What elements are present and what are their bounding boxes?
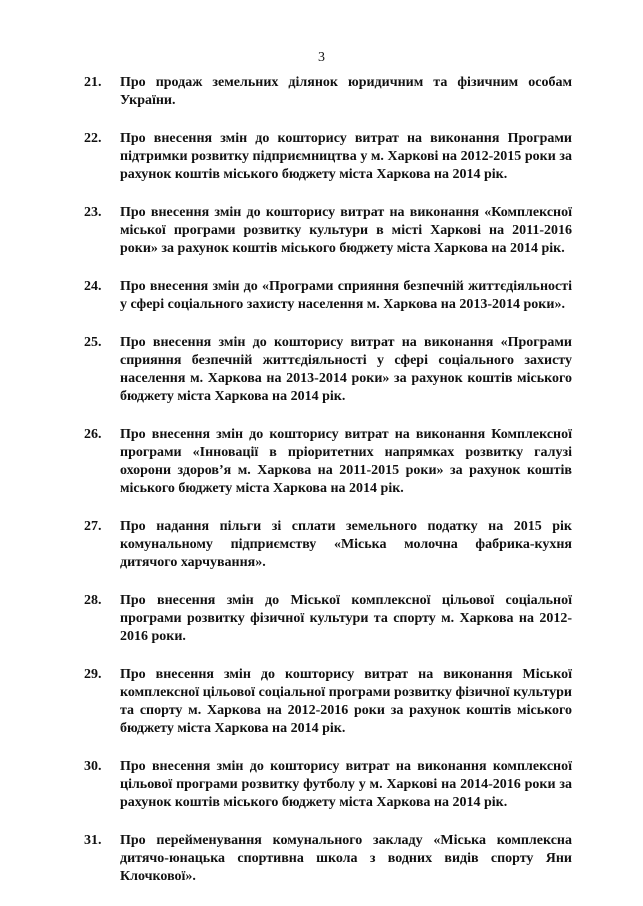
agenda-item — [84, 592, 572, 646]
item-number: 31. — [84, 833, 102, 848]
item-number: 22. — [84, 131, 102, 146]
agenda-item — [84, 832, 572, 886]
agenda-item — [84, 426, 572, 498]
item-text: Про внесення змін до кошторису витрат на виконання Комплексної програми «Інновації в пріоритетних напрямках розвитку галузі охорони здоров’я м. Харкова на 2011-2015 роки» за рахунок коштів міського бюджету міста Харкова на 2014 рік. — [120, 427, 572, 496]
item-text: Про надання пільги зі сплати земельного податку на 2015 рік комунальному підприємству «Міська молочна фабрика-кухня дитячого харчування». — [120, 519, 572, 570]
agenda-item — [84, 518, 572, 572]
agenda-item — [84, 334, 572, 406]
item-text: Про перейменування комунального закладу «Міська комплексна дитячо-юнацька спортивна школа з водних видів спорту Яни Клочкової». — [120, 833, 572, 884]
item-text: Про внесення змін до «Програми сприяння безпечній життєдіяльності у сфері соціального захисту населення м. Харкова на 2013-2014 роки». — [120, 279, 572, 312]
agenda-item — [84, 204, 572, 258]
item-text: Про внесення змін до кошторису витрат на виконання «Комплексної міської програми розвитку культури в місті Харкові на 2011-2016 роки» за рахунок коштів міського бюджету міста Харкова на 2014 рік. — [120, 205, 572, 256]
agenda-item — [84, 278, 572, 314]
item-number: 26. — [84, 427, 102, 442]
agenda-item — [84, 666, 572, 738]
item-text: Про внесення змін до Міської комплексної цільової соціальної програми розвитку фізичної культури та спорту м. Харкова на 2012-2016 роки. — [120, 593, 572, 644]
item-number: 24. — [84, 279, 102, 294]
page-number: 3 — [318, 50, 325, 65]
item-number: 30. — [84, 759, 102, 774]
item-number: 23. — [84, 205, 102, 220]
item-number: 21. — [84, 75, 102, 90]
agenda-list — [84, 74, 572, 906]
item-number: 28. — [84, 593, 102, 608]
agenda-item — [84, 74, 572, 110]
item-number: 25. — [84, 335, 102, 350]
item-text: Про внесення змін до кошторису витрат на виконання комплексної цільової програми розвитку футболу у м. Харкові на 2014-2016 роки за рахунок коштів міського бюджету міста Харкова на 2014 рік. — [120, 759, 572, 810]
item-number: 29. — [84, 667, 102, 682]
agenda-item — [84, 758, 572, 812]
item-number: 27. — [84, 519, 102, 534]
item-text: Про внесення змін до кошторису витрат на виконання Міської комплексної цільової соціальної програми розвитку фізичної культури та спорту м. Харкова на 2012-2016 роки за рахунок коштів міського бюджету міста Харкова на 2014 рік. — [120, 667, 572, 736]
item-text: Про продаж земельних ділянок юридичним та фізичним особам України. — [120, 75, 572, 108]
item-text: Про внесення змін до кошторису витрат на виконання «Програми сприяння безпечній життєдіяльності у сфері соціального захисту населення м. Харкова на 2013-2014 роки» за рахунок коштів міського бюджету міста Харкова на 2014 рік. — [120, 335, 572, 404]
agenda-item — [84, 130, 572, 184]
item-text: Про внесення змін до кошторису витрат на виконання Програми підтримки розвитку підприємництва у м. Харкові на 2012-2015 роки за рахунок коштів міського бюджету міста Харкова на 2014 рік. — [120, 131, 572, 182]
